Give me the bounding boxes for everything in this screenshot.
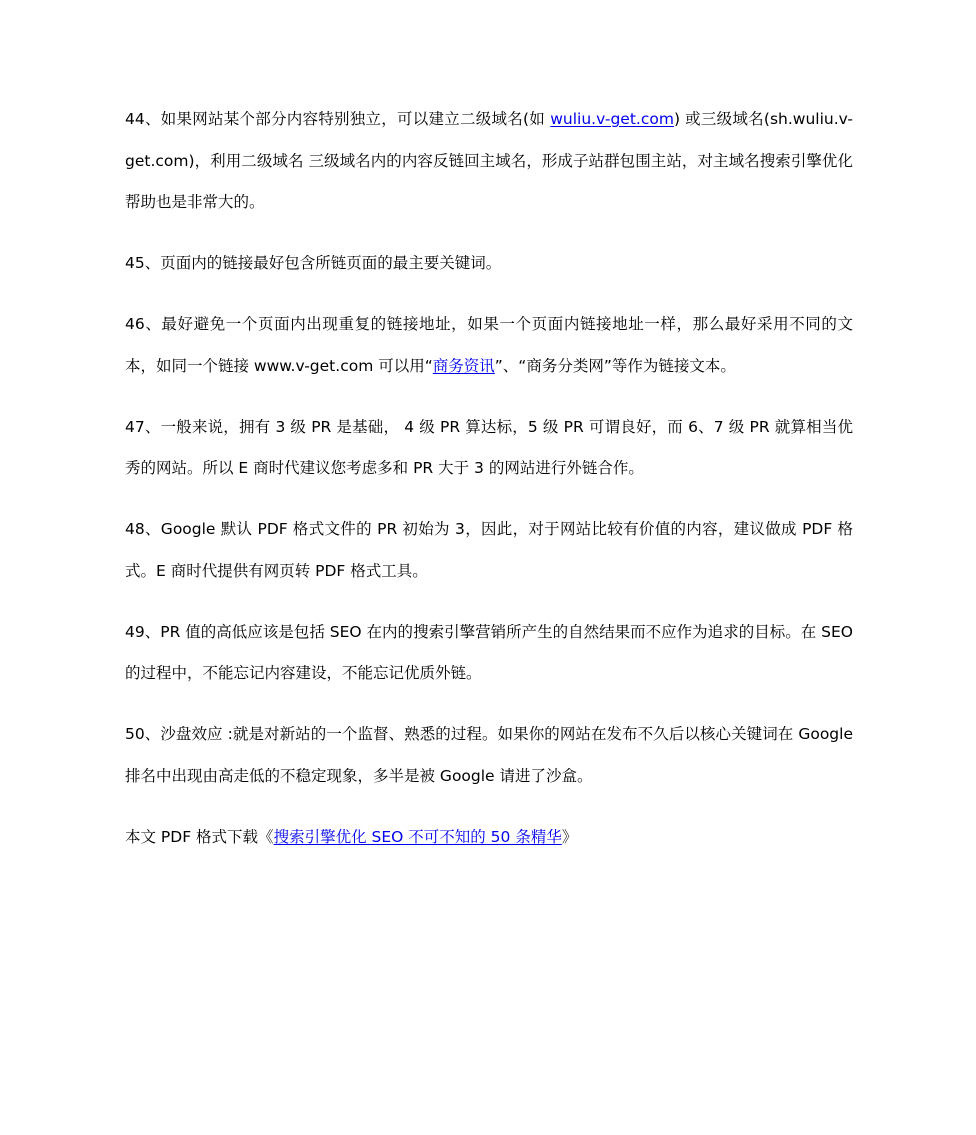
pdf-download-suffix: 》 <box>561 827 578 846</box>
paragraph-45 <box>125 243 853 285</box>
paragraph-49 <box>125 612 853 695</box>
paragraph-50-text: 50、沙盘效应 :就是对新站的一个监督、熟悉的过程。如果你的网站在发布不久后以核心关键词在 Google 排名中出现由高走低的不稳定现象，多半是被 Google 请进了沙盒。 <box>125 725 853 785</box>
pdf-download-prefix: 本文 PDF 格式下载《 <box>125 827 274 846</box>
document-body <box>125 99 853 858</box>
paragraph-49-text: 49、PR 值的高低应该是包括 SEO 在内的搜索引擎营销所产生的自然结果而不应作为追求的目标。在 SEO 的过程中，不能忘记内容建设，不能忘记优质外链。 <box>125 622 853 682</box>
paragraph-46-text: 46、最好避免一个页面内出现重复的链接地址，如果一个页面内链接地址一样，那么最好采用不同的文本，如同一个链接 www.v-get.com 可以用“ <box>125 315 853 375</box>
paragraph-44-text-cont: ) 或三级域名(sh.wuliu.v-get.com)，利用二级域名 三级域名内的内容反链回主域名，形成子站群包围主站，对主域名搜索引擎优化帮助也是非常大的。 <box>125 110 854 211</box>
paragraph-48 <box>125 509 853 592</box>
paragraph-46 <box>125 304 853 387</box>
link-wuliu-domain[interactable]: wuliu.v-get.com <box>550 110 674 128</box>
paragraph-44-text: 44、如果网站某个部分内容特别独立，可以建立二级域名(如 <box>125 110 546 128</box>
paragraph-50 <box>125 714 853 797</box>
paragraph-47-text: 47、一般来说，拥有 3 级 PR 是基础， 4 级 PR 算达标，5 级 PR 可谓良好，而 6、7 级 PR 就算相当优秀的网站。所以 E 商时代建议您考虑多和 PR 大于 3 的网站进行外链合作。 <box>125 417 853 477</box>
paragraph-47 <box>125 407 853 490</box>
paragraph-44 <box>125 99 853 224</box>
paragraph-46-text-cont: ”、“商务分类网”等作为链接文本。 <box>494 356 736 375</box>
pdf-download-line <box>125 817 853 859</box>
link-business-news[interactable]: 商务资讯 <box>432 356 495 375</box>
paragraph-48-text: 48、Google 默认 PDF 格式文件的 PR 初始为 3，因此，对于网站比较有价值的内容，建议做成 PDF 格式。E 商时代提供有网页转 PDF 格式工具。 <box>125 520 853 580</box>
paragraph-45-text: 45、页面内的链接最好包含所链页面的最主要关键词。 <box>125 254 502 272</box>
link-pdf-download[interactable]: 搜索引擎优化 SEO 不可不知的 50 条精华 <box>273 827 562 846</box>
